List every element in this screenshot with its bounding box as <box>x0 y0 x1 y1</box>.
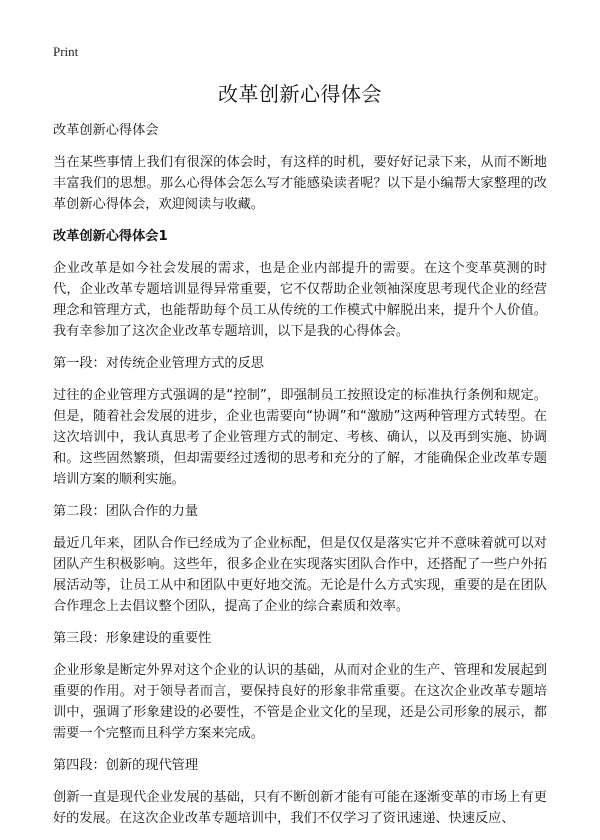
article-subtitle: 改革创新心得体会 <box>53 123 159 138</box>
page-title: 改革创新心得体会 <box>218 82 382 106</box>
stage4-paragraph: 创新一直是现代企业发展的基础，只有不断创新才能有可能在逐渐变革的市场上有更好的发展。在这次企业改革专题培训中，我们不仅学习了资讯速递、快速反应、 <box>53 790 547 826</box>
article-body <box>53 120 547 840</box>
stage4-heading: 第四段：创新的现代管理 <box>53 758 199 773</box>
opening-paragraph: 企业改革是如今社会发展的需求，也是企业内部提升的需要。在这个变革莫测的时代，企业改革专题培训显得异常重要，它不仅帮助企业领袖深度思考现代企业的经营理念和管理方式，也能帮助每个员工从传统的工作模式中解脱出来，提升个人价值。我有幸参加了这次企业改革专题培训，以下是我的心得体会。 <box>53 261 547 339</box>
stage1-heading: 第一段：对传统企业管理方式的反思 <box>53 356 264 371</box>
stage2-heading: 第二段：团队合作的力量 <box>53 504 199 519</box>
print-label[interactable]: Print <box>53 44 79 59</box>
intro-paragraph: 当在某些事情上我们有很深的体会时，有这样的时机，要好好记录下来，从而不断地丰富我们的思想。那么心得体会怎么写才能感染读者呢？以下是小编帮大家整理的改革创新心得体会，欢迎阅读与收藏。 <box>53 155 547 212</box>
stage3-heading: 第三段：形象建设的重要性 <box>53 631 212 646</box>
stage1-paragraph: 过往的企业管理方式强调的是“控制”，即强制员工按照设定的标准执行条例和规定。但是，随着社会发展的进步，企业也需要向“协调”和“激励”这两种管理方式转型。在这次培训中，我认真思考了企业管理方式的制定、考核、确认，以及再到实施、协调和。这些固然繁琐，但却需要经过透彻的思考和充分的了解，才能确保企业改革专题培训方案的顺利实施。 <box>53 388 547 487</box>
stage2-paragraph: 最近几年来，团队合作已经成为了企业标配，但是仅仅是落实它并不意味着就可以对团队产生积极影响。这些年，很多企业在实现落实团队合作中，还搭配了一些户外拓展活动等，让员工从中和团队中更好地交流。无论是什么方式实现，重要的是在团队合作理念上去倡议整个团队，提高了企业的综合素质和效率。 <box>53 536 547 614</box>
stage3-paragraph: 企业形象是断定外界对这个企业的认识的基础，从而对企业的生产、管理和发展起到重要的作用。对于领导者而言，要保持良好的形象非常重要。在这次企业改革专题培训中，强调了形象建设的必要性，不管是企业文化的呈现，还是公司形象的展示，都需要一个完整而且科学方案来完成。 <box>53 663 547 741</box>
section-heading: 改革创新心得体会1 <box>53 229 168 244</box>
